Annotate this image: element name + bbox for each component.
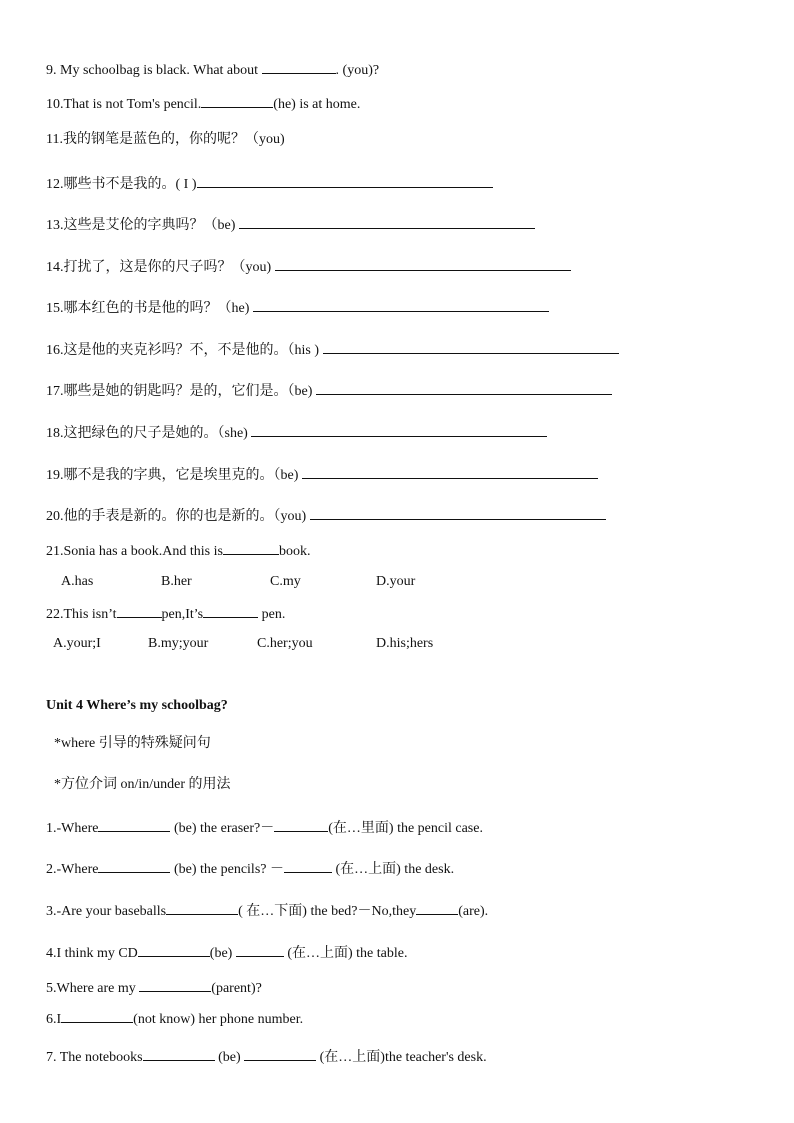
answer-blank[interactable] xyxy=(139,979,211,992)
answer-blank[interactable] xyxy=(244,1048,316,1061)
answer-blank[interactable] xyxy=(117,605,162,618)
answer-blank[interactable] xyxy=(416,902,458,915)
answer-blank[interactable] xyxy=(61,1010,133,1023)
answer-blank[interactable] xyxy=(98,860,170,873)
answer-blank[interactable] xyxy=(275,258,571,271)
unit-question-1: 1.-Where (be) the eraser?－ (在…里面) the pencil case. xyxy=(46,821,483,836)
answer-blank[interactable] xyxy=(310,507,606,520)
unit-question-3: 3.-Are your baseballs ( 在…下面) the bed?－No,they (are). xyxy=(46,904,489,919)
unit-note-prepositions: *方位介词 on/in/under 的用法 xyxy=(54,777,231,792)
question-21-options xyxy=(0,574,794,590)
answer-blank[interactable] xyxy=(236,944,284,957)
unit-question-2: 2.-Where (be) the pencils? － (在…上面) the desk. xyxy=(46,862,455,877)
unit-note-where: *where 引导的特殊疑问句 xyxy=(54,736,211,751)
option-d[interactable]: D.your xyxy=(376,574,416,589)
question-17: 17.哪些是她的钥匙吗？是的，它们是。（be) xyxy=(46,382,612,400)
option-b[interactable]: B.my;your xyxy=(148,636,209,651)
answer-blank[interactable] xyxy=(316,382,612,395)
question-18: 18.这把绿色的尺子是她的。（she) xyxy=(46,424,547,442)
question-14: 14.打扰了，这是你的尺子吗？（you) xyxy=(46,258,571,276)
answer-blank[interactable] xyxy=(284,860,332,873)
answer-blank[interactable] xyxy=(166,902,238,915)
answer-blank[interactable] xyxy=(203,605,258,618)
question-22: 22.This isn’t pen,It’s pen. xyxy=(46,607,286,622)
unit-question-6: 6.I (not know) her phone number. xyxy=(46,1012,304,1027)
option-a[interactable]: A.has xyxy=(61,574,94,589)
question-13: 13.这些是艾伦的字典吗？（be) xyxy=(46,216,535,234)
answer-blank[interactable] xyxy=(239,216,535,229)
question-19: 19.哪不是我的字典，它是埃里克的。（be) xyxy=(46,466,598,484)
option-b[interactable]: B.her xyxy=(161,574,192,589)
answer-blank[interactable] xyxy=(223,542,279,555)
option-a[interactable]: A.your;I xyxy=(53,636,101,651)
option-d[interactable]: D.his;hers xyxy=(376,636,434,651)
answer-blank[interactable] xyxy=(253,299,549,312)
question-20: 20.他的手表是新的。你的也是新的。（you) xyxy=(46,507,606,525)
option-c[interactable]: C.my xyxy=(270,574,301,589)
question-10: 10.That is not Tom's pencil. (he) is at home. xyxy=(46,97,361,112)
question-16: 16.这是他的夹克衫吗？不，不是他的。（his ) xyxy=(46,341,619,359)
unit-question-7: 7. The notebooks (be) (在…上面)the teacher's desk. xyxy=(46,1050,487,1065)
answer-blank[interactable] xyxy=(323,341,619,354)
unit-question-4: 4.I think my CD (be) (在…上面) the table. xyxy=(46,946,408,961)
answer-blank[interactable] xyxy=(138,944,210,957)
answer-blank[interactable] xyxy=(302,466,598,479)
answer-blank[interactable] xyxy=(274,819,328,832)
unit-title: Unit 4 Where’s my schoolbag? xyxy=(46,698,228,713)
answer-blank[interactable] xyxy=(262,61,336,74)
question-15: 15.哪本红色的书是他的吗？（he) xyxy=(46,299,549,317)
question-12: 12.哪些书不是我的。( I ) xyxy=(46,175,493,193)
answer-blank[interactable] xyxy=(251,424,547,437)
answer-blank[interactable] xyxy=(143,1048,215,1061)
answer-blank[interactable] xyxy=(197,175,493,188)
unit-question-5: 5.Where are my (parent)? xyxy=(46,981,262,996)
question-11: 11.我的钢笔是蓝色的，你的呢？（you) xyxy=(46,132,285,147)
answer-blank[interactable] xyxy=(201,95,273,108)
question-21: 21.Sonia has a book.And this is book. xyxy=(46,544,311,559)
option-c[interactable]: C.her;you xyxy=(257,636,313,651)
question-9: 9. My schoolbag is black. What about . (you)? xyxy=(46,63,380,78)
answer-blank[interactable] xyxy=(98,819,170,832)
question-22-options xyxy=(0,636,794,652)
